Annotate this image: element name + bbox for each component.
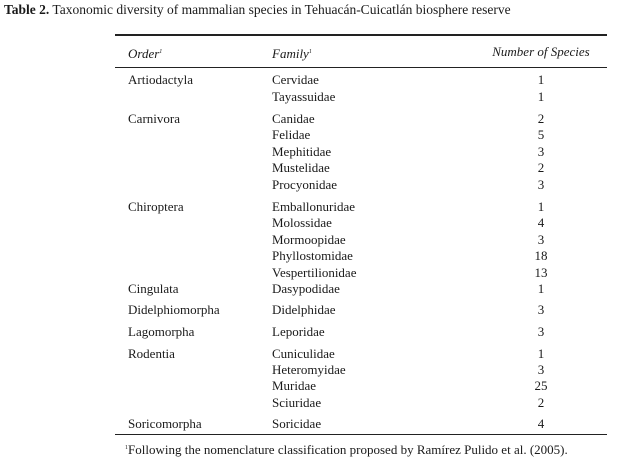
table-row [0, 72, 622, 88]
footnote-text: Following the nomenclature classification proposed by Ramírez Pulido et al. (2005). [128, 442, 568, 457]
cell-order: Artiodactyla [128, 72, 193, 87]
table-row [0, 89, 622, 105]
table-row [0, 265, 622, 281]
cell-family: Mephitidae [272, 144, 332, 159]
table-row [0, 232, 622, 248]
cell-species-count: 1 [537, 346, 545, 361]
cell-species-count: 3 [537, 177, 545, 192]
cell-species-count: 3 [537, 302, 545, 317]
cell-family: Molossidae [272, 215, 332, 230]
table-row [0, 378, 622, 394]
cell-family: Leporidae [272, 324, 325, 339]
cell-species-count: 2 [537, 111, 545, 126]
cell-species-count: 4 [537, 215, 545, 230]
table-row [0, 302, 622, 318]
cell-species-count: 5 [537, 127, 545, 142]
cell-order: Soricomorpha [128, 416, 202, 431]
cell-species-count: 3 [537, 144, 545, 159]
header-family [272, 44, 312, 62]
header-family-footnote-marker: 1 [308, 49, 312, 55]
cell-family: Mormoopidae [272, 232, 346, 247]
table-row [0, 281, 622, 297]
cell-family: Cervidae [272, 72, 319, 87]
cell-family: Emballonuridae [272, 199, 356, 214]
cell-species-count: 1 [537, 199, 545, 214]
header-number-of-species: Number of Species [492, 44, 590, 59]
cell-family: Dasypodidae [272, 281, 340, 296]
table-row [0, 127, 622, 143]
table-row [0, 111, 622, 127]
cell-order: Chiroptera [128, 199, 184, 214]
table-row [0, 160, 622, 176]
cell-species-count: 1 [537, 281, 545, 296]
cell-family: Didelphidae [272, 302, 336, 317]
table-header-rule [115, 67, 607, 68]
cell-family: Canidae [272, 111, 315, 126]
cell-family: Tayassuidae [272, 89, 336, 104]
table-row [0, 248, 622, 264]
header-order-footnote-marker: 1 [159, 49, 163, 55]
cell-order: Cingulata [128, 281, 179, 296]
cell-family: Sciuridae [272, 395, 322, 410]
cell-species-count: 4 [537, 416, 545, 431]
table-row [0, 215, 622, 231]
footnote-marker: 1 [125, 445, 128, 451]
cell-order: Lagomorpha [128, 324, 195, 339]
cell-family: Cuniculidae [272, 346, 335, 361]
cell-species-count: 18 [534, 248, 548, 263]
table-top-rule [115, 34, 607, 36]
table-row [0, 324, 622, 340]
table-row [0, 416, 622, 432]
cell-species-count: 2 [537, 160, 545, 175]
cell-species-count: 2 [537, 395, 545, 410]
caption-text: Taxonomic diversity of mammalian species in Tehuacán-Cuicatlán biosphere reserve [52, 2, 511, 17]
cell-family: Soricidae [272, 416, 322, 431]
header-order-label: Order [128, 46, 160, 61]
cell-family: Felidae [272, 127, 311, 142]
table-row [0, 362, 622, 378]
table-label: Table 2. [4, 2, 50, 17]
table-row [0, 144, 622, 160]
cell-species-count: 13 [534, 265, 548, 280]
cell-species-count: 1 [537, 89, 545, 104]
table-row [0, 199, 622, 215]
cell-species-count: 3 [537, 362, 545, 377]
cell-family: Vespertilionidae [272, 265, 357, 280]
cell-order: Rodentia [128, 346, 175, 361]
header-family-label: Family [272, 46, 309, 61]
cell-species-count: 1 [537, 72, 545, 87]
cell-order: Carnivora [128, 111, 180, 126]
cell-family: Phyllostomidae [272, 248, 353, 263]
table-caption [4, 2, 511, 18]
cell-family: Heteromyidae [272, 362, 346, 377]
cell-family: Muridae [272, 378, 317, 393]
cell-species-count: 3 [537, 324, 545, 339]
table-bottom-rule [115, 434, 607, 435]
cell-family: Mustelidae [272, 160, 330, 175]
header-order [128, 44, 162, 62]
cell-species-count: 25 [534, 378, 548, 393]
table-row [0, 346, 622, 362]
table-footnote [125, 440, 568, 458]
table-row [0, 177, 622, 193]
cell-family: Procyonidae [272, 177, 337, 192]
table-row [0, 395, 622, 411]
cell-order: Didelphiomorpha [128, 302, 220, 317]
cell-species-count: 3 [537, 232, 545, 247]
